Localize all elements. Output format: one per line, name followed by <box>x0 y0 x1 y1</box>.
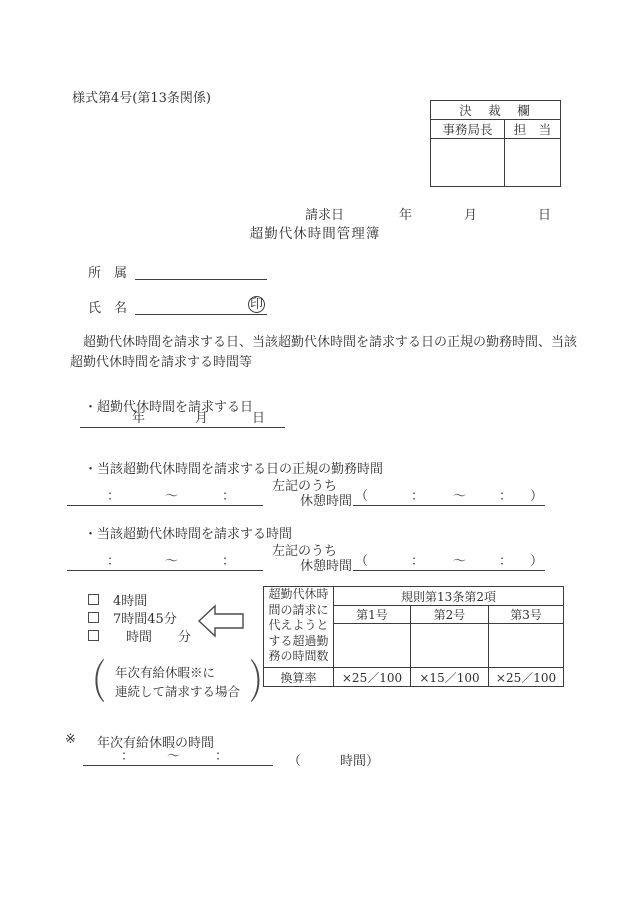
colon: ： <box>411 489 425 504</box>
colon: ： <box>499 489 513 504</box>
regular-hours-break-label: 休憩時間 <box>300 494 353 509</box>
request-time-range-line[interactable] <box>67 554 263 571</box>
checkbox-7h45m[interactable] <box>88 612 99 623</box>
tilde: ～ <box>165 489 179 504</box>
option-label: 7時間45分 <box>113 612 177 627</box>
unit-month: 月 <box>195 411 209 426</box>
tilde: ～ <box>453 554 467 569</box>
section-request-time-heading: ・当該超勤代休時間を請求する時間 <box>84 527 293 542</box>
option-4-hours <box>88 592 147 607</box>
request-date-year: 年 <box>399 208 413 223</box>
colon: ： <box>222 489 236 504</box>
approval-stamp-cell-left[interactable] <box>431 139 505 187</box>
approval-box <box>430 100 561 187</box>
section-regular-hours-heading: ・当該超勤代休時間を請求する日の正規の勤務時間 <box>84 462 384 477</box>
table-hours-cell-item1[interactable] <box>334 624 411 668</box>
colon: ： <box>121 749 135 764</box>
option-label: 時間 分 <box>113 630 192 645</box>
bracket-close: ） <box>249 655 279 709</box>
approval-stamp-cell-right[interactable] <box>505 139 561 187</box>
colon: ： <box>107 554 121 569</box>
footnote-open-paren: （ <box>288 754 302 769</box>
checkbox-4-hours[interactable] <box>88 594 99 605</box>
request-date-day: 日 <box>538 208 552 223</box>
colon: ： <box>215 749 229 764</box>
table-rate-label: 換算率 <box>264 668 334 687</box>
regular-hours-break-time-line[interactable] <box>353 489 545 506</box>
regular-hours-time-range-line[interactable] <box>67 489 263 506</box>
request-date-label: 請求日 <box>305 208 345 223</box>
approval-title: 決 裁 欄 <box>431 101 561 120</box>
section-request-day-heading: ・超勤代休時間を請求する日 <box>84 400 254 415</box>
table-rule-header: 規則第13条第2項 <box>334 587 564 606</box>
request-time-break-time-line[interactable] <box>353 554 545 571</box>
seal-mark: 印 <box>249 297 263 312</box>
footnote-marker: ※ <box>65 732 76 747</box>
approval-col-staff: 担 当 <box>505 120 561 139</box>
table-hours-cell-item2[interactable] <box>411 624 489 668</box>
open-paren: （ <box>355 489 369 504</box>
close-paren: ） <box>529 489 543 504</box>
colon: ： <box>222 554 236 569</box>
approval-col-secretary-general: 事務局長 <box>431 120 505 139</box>
checkbox-custom-time[interactable] <box>88 630 99 641</box>
table-rate-item1: ×25／100 <box>334 668 411 687</box>
colon: ： <box>499 554 513 569</box>
request-day-date-line[interactable] <box>80 411 285 428</box>
footnote-hours-label: 時間） <box>340 754 380 769</box>
request-time-left-note: 左記のうち <box>272 544 338 559</box>
annual-leave-time-line[interactable] <box>83 749 273 766</box>
bracket-text: 年次有給休暇※に 連続して請求する場合 <box>115 665 241 699</box>
colon: ： <box>411 554 425 569</box>
close-paren: ） <box>529 554 543 569</box>
affiliation-input-line[interactable] <box>135 263 267 280</box>
option-custom-time <box>88 628 191 643</box>
conversion-table <box>263 586 564 687</box>
request-time-break-label: 休憩時間 <box>300 559 353 574</box>
affiliation-label: 所 属 <box>88 266 128 281</box>
regular-hours-left-note: 左記のうち <box>272 479 338 494</box>
table-rate-item2: ×15／100 <box>411 668 489 687</box>
table-col-item1: 第1号 <box>334 606 411 624</box>
open-paren: （ <box>355 554 369 569</box>
colon: ： <box>107 489 121 504</box>
name-label: 氏 名 <box>88 301 128 316</box>
page-title: 超勤代休時間管理簿 <box>249 226 381 242</box>
request-date-month: 月 <box>464 208 478 223</box>
bracket-open: （ <box>76 655 106 709</box>
unit-day: 日 <box>252 411 266 426</box>
unit-year: 年 <box>132 411 146 426</box>
tilde: ～ <box>167 749 181 764</box>
table-rate-item3: ×25／100 <box>489 668 564 687</box>
table-hours-cell-item3[interactable] <box>489 624 564 668</box>
tilde: ～ <box>453 489 467 504</box>
tilde: ～ <box>165 554 179 569</box>
table-col-item3: 第3号 <box>489 606 564 624</box>
footnote-heading: 年次有給休暇の時間 <box>97 736 215 751</box>
option-7h45m <box>88 610 177 625</box>
left-arrow-icon <box>196 601 246 645</box>
table-col-item2: 第2号 <box>411 606 489 624</box>
table-left-header: 超勤代休時 間の請求に 代えようと する超過勤 務の時間数 <box>264 587 334 668</box>
intro-paragraph: 超勤代休時間を請求する日、当該超勤代休時間を請求する日の正規の勤務時間、当該超勤代休時間を請求する時間等 <box>70 335 578 370</box>
form-number: 様式第4号(第13条関係) <box>72 91 211 106</box>
option-label: 4時間 <box>113 594 148 609</box>
name-input-line[interactable] <box>135 298 267 315</box>
annual-leave-bracket-note <box>68 655 287 709</box>
